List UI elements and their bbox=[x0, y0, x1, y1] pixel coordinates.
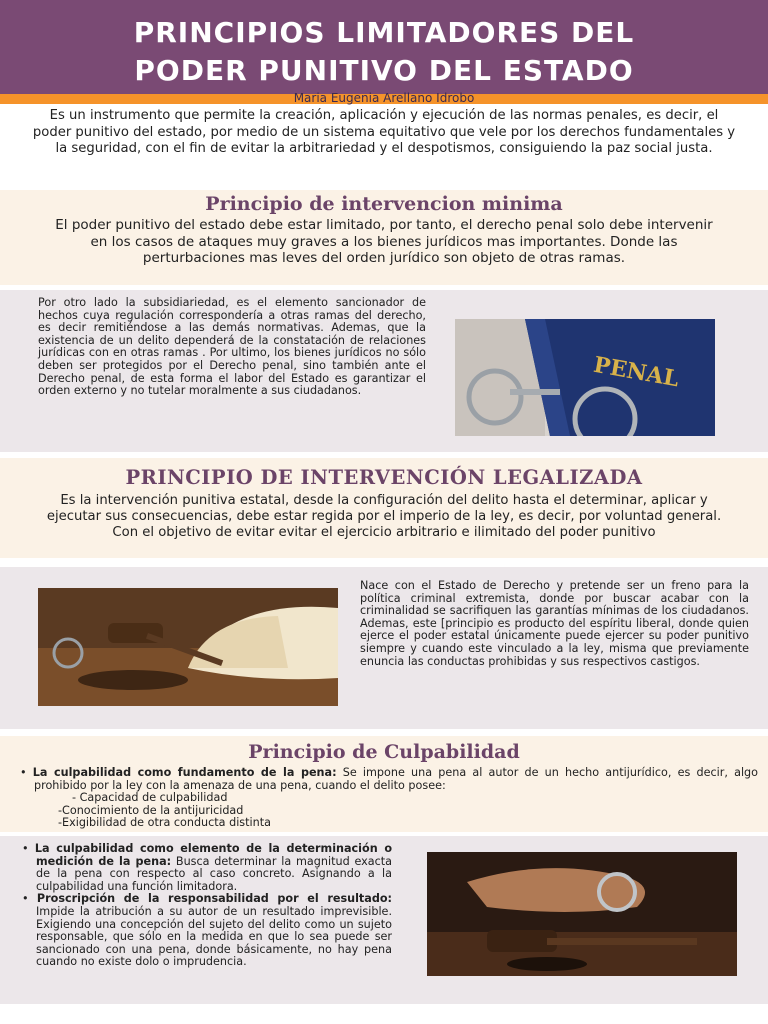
section-detail-text: Por otro lado la subsidiariedad, es el elemento sancionador de hechos cuya regulación correspondería a otras ramas del derecho, es decir remitiéndose a las demás normativas. Ademas, que la existencia de un delito dependerá de la constatación de relaciones jurídicas con en otras ramas . Por ultimo, los bienes jurídicos no sólo deben ser protegidos por el Derecho penal, sino también ante el Derecho penal, de esta forma el labor del Estado es garantizar el orden externo y no tutelar moralmente a sus ciudadanos. bbox=[38, 296, 426, 398]
section-title: Principio de intervencion minima bbox=[205, 193, 563, 215]
gavel-book-image bbox=[38, 588, 338, 706]
sub-item: -Conocimiento de la antijuricidad bbox=[58, 803, 244, 817]
section-detail-text bbox=[20, 843, 392, 969]
section-title: PRINCIPIO DE INTERVENCIÓN LEGALIZADA bbox=[125, 466, 643, 489]
penal-label: PENAL bbox=[591, 351, 681, 393]
section-body: Es la intervención punitiva estatal, desde la configuración del delito hasta el determinar, aplicar y ejecutar sus consecuencias, debe estar regida por el imperio de la ley, es decir, por voluntad general. Con el objetivo de evitar evitar el ejercicio arbitrario e ilimitado del poder punitivo bbox=[46, 493, 722, 540]
sub-item: -Exigibilidad de otra conducta distinta bbox=[58, 816, 271, 830]
penal-book-image bbox=[455, 319, 715, 436]
section-body bbox=[18, 767, 758, 830]
page-title bbox=[0, 14, 768, 90]
header-banner bbox=[0, 0, 768, 94]
section-detail-text: Nace con el Estado de Derecho y pretende ser un freno para la política criminal extremista, donde por buscar acabar con la criminalidad se sacrifiquen las garantías mínimas de los ciudadanos. Ademas, este [principio es producto del espíritu liberal, donde quien ejerce el poder estatal únicamente puede ejercer su poder punitivo siempre y cuando este vinculado a la ley, misma que previamente enuncia las conductas prohibidas y sus respectivos castigos. bbox=[360, 579, 749, 668]
title-line-2: PODER PUNITIVO DEL ESTADO bbox=[134, 54, 634, 87]
section-title: Principio de Culpabilidad bbox=[248, 741, 520, 763]
intro-paragraph: Es un instrumento que permite la creación, aplicación y ejecución de las normas penales, es decir, el poder punitivo del estado, por medio de un sistema equitativo que vele por los derechos fundamentales y la seguridad, con el fin de evitar la arbitrariedad y el despotismos, consiguiendo la paz social justa. bbox=[32, 108, 736, 156]
author-name: Maria Eugenia Arellano Idrobo bbox=[293, 91, 475, 105]
list-item: • La culpabilidad como fundamento de la pena: Se impone una pena al autor de un hecho antijurídico, es decir, algo prohibido por la ley con la amenaza de una pena, cuando el delito posee: bbox=[20, 766, 758, 792]
title-line-1: PRINCIPIOS LIMITADORES DEL bbox=[133, 16, 635, 49]
section-body: El poder punitivo del estado debe estar limitado, por tanto, el derecho penal solo debe intervenir en los casos de ataques muy graves a los bienes jurídicos mas importantes. Donde las perturbaciones mas leves del orden jurídico son objeto de otras ramas. bbox=[55, 217, 713, 266]
handcuffs-gavel-image bbox=[427, 852, 737, 976]
sub-item: - Capacidad de culpabilidad bbox=[72, 791, 228, 805]
list-item: • Proscripción de la responsabilidad por el resultado: Impide la atribución a su autor de un resultado imprevisible. Exigiendo una concepción del sujeto del delito como un sujeto responsable, que sólo en la medida en que lo sea puede ser sancionado con una pena, donde básicamente, no hay pena cuando no existe dolo o imprudencia. bbox=[22, 892, 392, 969]
list-item: • La culpabilidad como elemento de la determinación o medición de la pena: Busca determinar la magnitud exacta de la pena con respecto al caso concreto. Asignando a la culpabilidad una función limitadora. bbox=[22, 842, 393, 893]
